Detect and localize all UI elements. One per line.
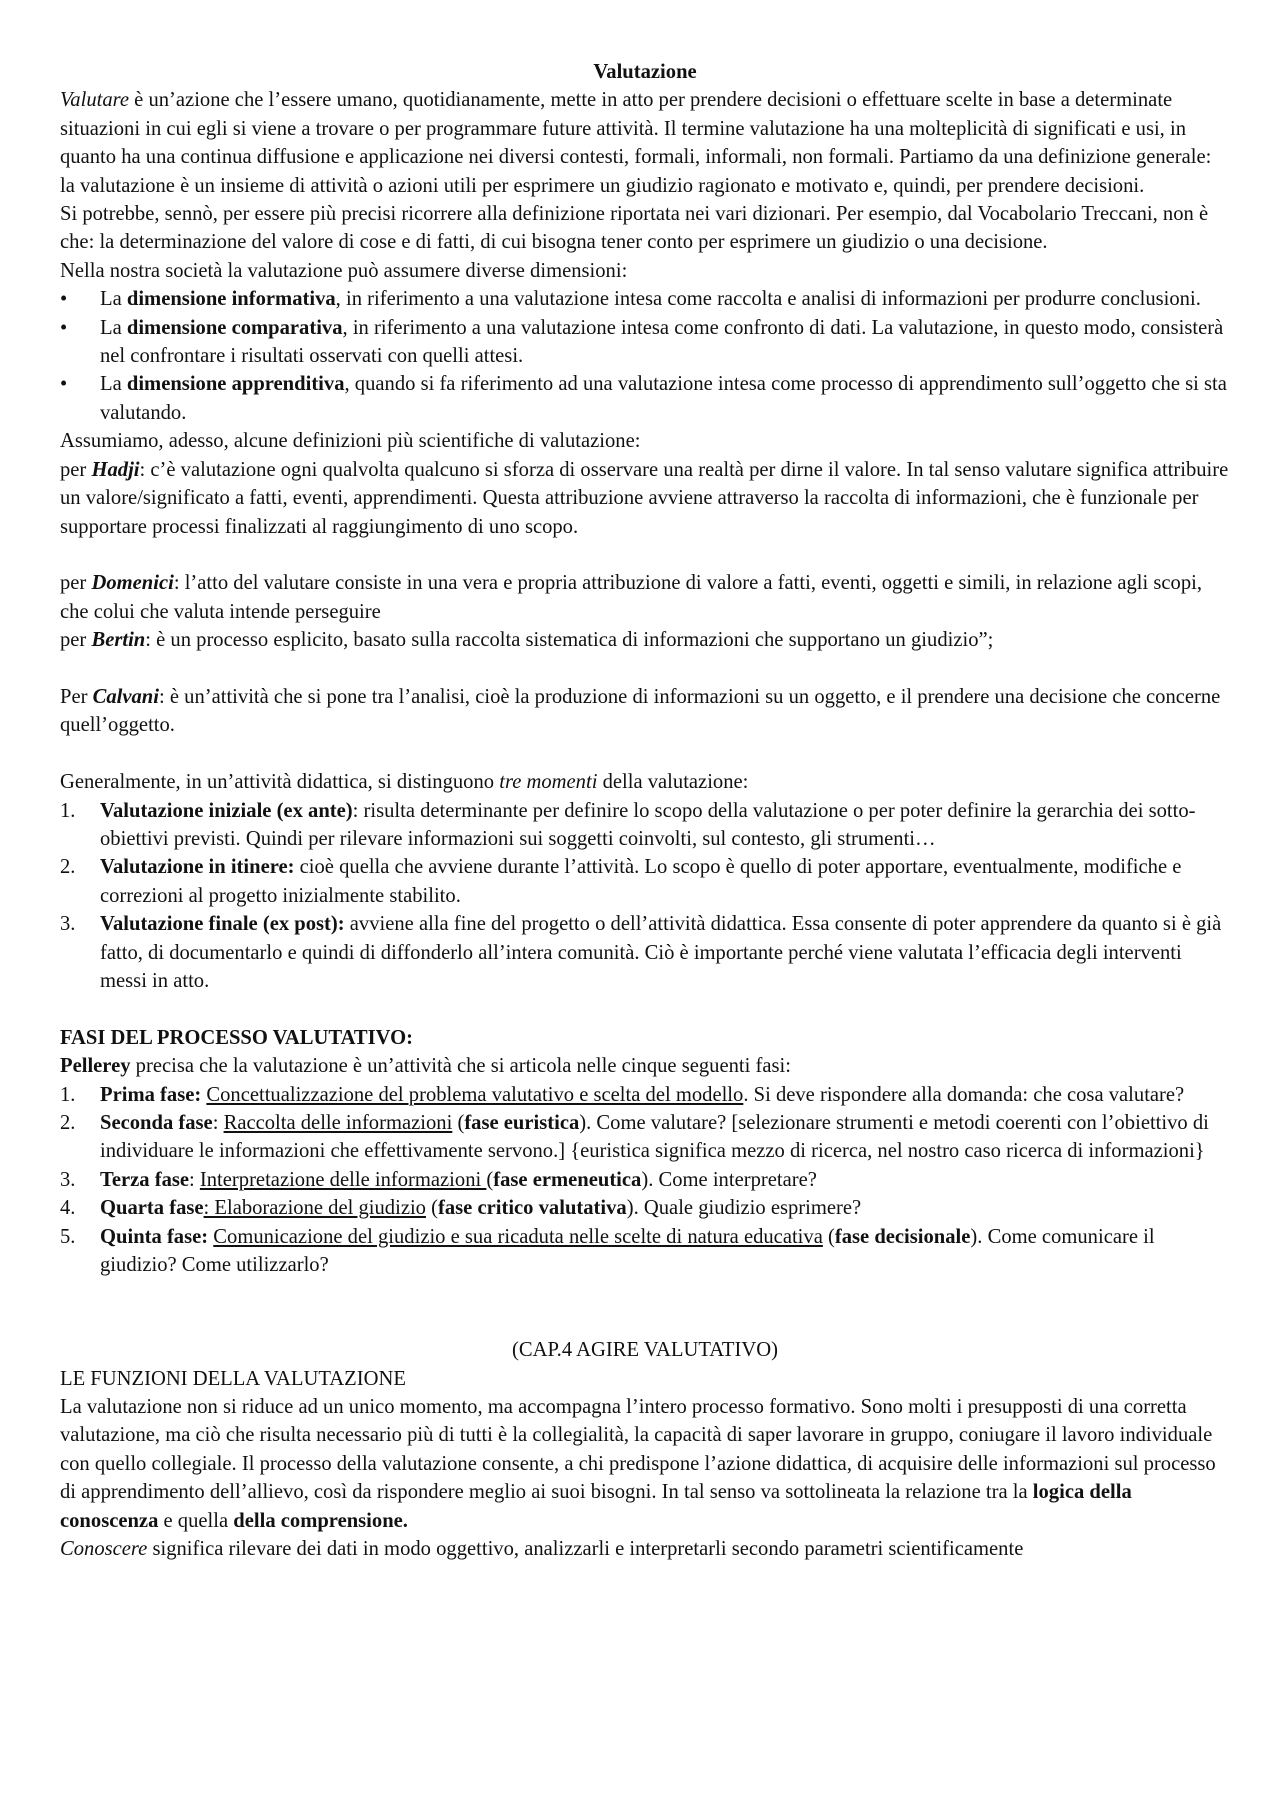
- intro-paragraph: [60, 86, 1230, 200]
- dimension-name: dimensione informativa: [126, 288, 336, 311]
- author-name: Pellerey: [60, 1055, 131, 1078]
- list-item: 1. Valutazione iniziale (ex ante): risulta determinante per definire lo scopo della valutazione o per poter definire la gerarchia dei sotto-obiettivi previsti. Quindi per rilevare informazioni sui soggetti coinvolti, sul contesto, gli strumenti…: [60, 797, 1230, 854]
- list-number: 5.: [60, 1225, 76, 1248]
- phases-heading: FASI DEL PROCESSO VALUTATIVO:: [60, 1026, 414, 1049]
- list-item: 5. Quinta fase: Comunicazione del giudizio e sua ricaduta nelle scelte di natura educativa (fase decisionale). Come comunicare il giudizio? Come utilizzarlo?: [60, 1223, 1230, 1280]
- dimension-name: dimensione apprenditiva: [126, 373, 345, 396]
- definition-domenici: per Domenici: l’atto del valutare consiste in una vera e propria attribuzione di valore a fatti, eventi, oggetti e simili, in relazione agli scopi, che colui che valuta intende perseguire: [60, 572, 1203, 623]
- definition-bertin: per Bertin: è un processo esplicito, basato sulla raccolta sistematica di informazioni che supportano un giudizio”;: [60, 629, 994, 652]
- intro-term: Valutare: [60, 89, 130, 112]
- list-number: 1.: [60, 799, 76, 822]
- definition-calvani: Per Calvani: è un’attività che si pone tra l’analisi, cioè la produzione di informazioni su un oggetto, e il prendere una decisione che concerne quell’oggetto.: [60, 685, 1221, 737]
- list-number: 3.: [60, 1168, 76, 1191]
- bullet-marker: •: [60, 288, 68, 311]
- chapter-label: (CAP.4 AGIRE VALUTATIVO): [512, 1339, 778, 1362]
- list-item: 1. Prima fase: Concettualizzazione del problema valutativo e scelta del modello. Si deve rispondere alla domanda: che cosa valutare?: [60, 1081, 1230, 1109]
- author-name: Bertin: [91, 629, 146, 652]
- list-item: 2. Seconda fase: Raccolta delle informazioni (fase euristica). Come valutare? [selezionare strumenti e metodi coerenti con l’obiettivo di individuare le informazioni che effettivamente servono.] {euristica significa mezzo di ricerca, nel nostro caso ricerca di informazioni}: [60, 1109, 1230, 1166]
- functions-heading: LE FUNZIONI DELLA VALUTAZIONE: [60, 1367, 406, 1390]
- list-number: 4.: [60, 1197, 76, 1220]
- author-name: Hadji: [91, 458, 140, 481]
- list-number: 2.: [60, 1111, 76, 1134]
- author-name: Calvani: [92, 685, 159, 708]
- page-title: Valutazione: [593, 61, 697, 83]
- bullet-marker: •: [60, 373, 68, 396]
- definitions-intro: Assumiamo, adesso, alcune definizioni più scientifiche di valutazione:: [60, 430, 641, 453]
- dimension-name: dimensione comparativa: [126, 316, 343, 339]
- moments-list: [60, 797, 1230, 996]
- list-number: 2.: [60, 856, 76, 879]
- intro-text: è un’azione che l’essere umano, quotidianamente, mette in atto per prendere decisioni o effettuare scelte in base a determinate situazioni in cui egli si viene a trovare o per programmare future attività. Il termine valutazione ha una molteplicità di significati e usi, in quanto ha una continua diffusione e applicazione nei diversi contesti, formali, informali, non formali. Partiamo da una definizione generale: la valutazione è un insieme di attività o azioni utili per esprimere un giudizio ragionato e motivato e, quindi, per prendere decisioni.: [60, 89, 1212, 197]
- moments-intro: Generalmente, in un’attività didattica, si distinguono tre momenti della valutazione:: [60, 771, 749, 794]
- list-item: 4. Quarta fase: Elaborazione del giudizio (fase critico valutativa). Quale giudizio esprimere?: [60, 1194, 1230, 1222]
- document-page: [60, 58, 1230, 1563]
- list-item: • La dimensione comparativa, in riferimento a una valutazione intesa come confronto di dati. La valutazione, in questo modo, consisterà nel confrontare i risultati osservati con quelli attesi.: [60, 314, 1230, 371]
- list-number: 1.: [60, 1083, 76, 1106]
- phases-list: [60, 1081, 1230, 1280]
- list-item: 3. Terza fase: Interpretazione delle informazioni (fase ermeneutica). Come interpretare?: [60, 1166, 1230, 1194]
- bullet-marker: •: [60, 316, 68, 339]
- dimensions-list: [60, 285, 1230, 427]
- dimensions-intro: Nella nostra società la valutazione può assumere diverse dimensioni:: [60, 259, 628, 282]
- list-number: 3.: [60, 913, 76, 936]
- list-item: 3. Valutazione finale (ex post): avviene alla fine del progetto o dell’attività didattica. Essa consente di poter apprendere da quanto si è già fatto, di documentarlo e quindi di diffonderlo all’intera comunità. Ciò è importante perché viene valutata l’efficacia degli interventi messi in atto.: [60, 910, 1230, 995]
- functions-paragraph: La valutazione non si riduce ad un unico momento, ma accompagna l’intero processo formativo. Sono molti i presupposti di una corretta valutazione, ma ciò che risulta necessario più di tutti è la collegialità, la capacità di saper lavorare in gruppo, coniugare il lavoro individuale con quello collegiale. Il processo della valutazione consente, a chi predispone l’azione didattica, di acquisire delle informazioni sul processo di apprendimento dell’allievo, così da rispondere meglio ai suoi bisogni. In tal senso va sottolineata la relazione tra la logica della conoscenza e quella della comprensione. Conoscere significa rilevare dei dati in modo oggettivo, analizzarli e interpretarli secondo parametri scientificamente: [60, 1396, 1216, 1561]
- phases-intro: Pellerey precisa che la valutazione è un’attività che si articola nelle cinque seguenti fasi:: [60, 1055, 791, 1078]
- dictionary-paragraph: Si potrebbe, sennò, per essere più precisi ricorrere alla definizione riportata nei vari dizionari. Per esempio, dal Vocabolario Treccani, non è che: la determinazione del valore di cose e di fatti, di cui bisogna tener conto per esprimere un giudizio o una decisione.: [60, 203, 1209, 254]
- list-item: 2. Valutazione in itinere: cioè quella che avviene durante l’attività. Lo scopo è quello di poter apportare, eventualmente, modifiche e correzioni al progetto inizialmente stabilito.: [60, 853, 1230, 910]
- author-name: Domenici: [91, 572, 174, 595]
- list-item: • La dimensione informativa, in riferimento a una valutazione intesa come raccolta e analisi di informazioni per produrre conclusioni.: [60, 285, 1230, 313]
- list-item: • La dimensione apprenditiva, quando si fa riferimento ad una valutazione intesa come processo di apprendimento sull’oggetto che si sta valutando.: [60, 370, 1230, 427]
- definition-hadji: per Hadji: c’è valutazione ogni qualvolta qualcuno si sforza di osservare una realtà per dirne il valore. In tal senso valutare significa attribuire un valore/significato a fatti, eventi, apprendimenti. Questa attribuzione avviene attraverso la raccolta di informazioni, che è funzionale per supportare processi finalizzati al raggiungimento di uno scopo.: [60, 458, 1229, 538]
